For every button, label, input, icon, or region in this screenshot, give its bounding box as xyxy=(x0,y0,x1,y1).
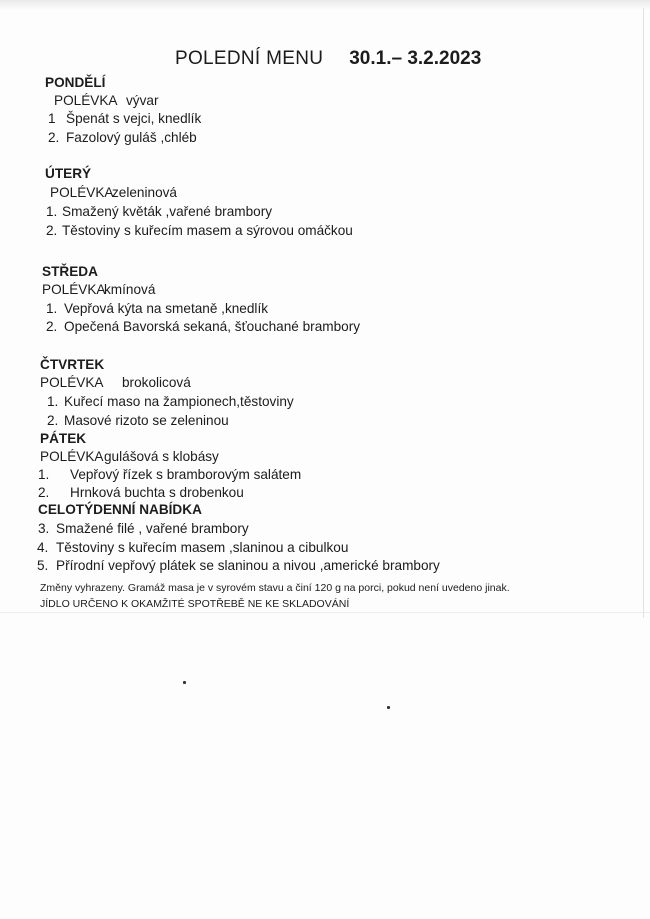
item-number: 2. xyxy=(47,413,59,428)
weekly-item-5: Přírodní vepřový plátek se slaninou a nivou ,americké brambory xyxy=(56,558,440,573)
day-heading-tuesday: ÚTERÝ xyxy=(45,166,92,181)
day-heading-thursday: ČTVRTEK xyxy=(40,357,105,372)
day-heading-friday: PÁTEK xyxy=(40,431,87,446)
item-number: 4. xyxy=(37,540,49,555)
menu-item-wednesday-2: Opečená Bavorská sekaná, šťouchané brambory xyxy=(64,319,361,334)
soup-thursday: brokolicová xyxy=(122,375,191,390)
menu-title: POLEDNÍ MENU xyxy=(175,48,324,69)
menu-item-friday-1: Vepřový řízek s bramborovým salátem xyxy=(70,467,302,482)
weekly-heading: CELOTÝDENNÍ NABÍDKA xyxy=(38,502,202,517)
item-number: 1. xyxy=(47,394,59,409)
disclaimer-note: Změny vyhrazeny. Gramáž masa je v syrovém stavu a činí 120 g na porci, pokud není uvedeno jinak. xyxy=(40,582,510,594)
item-number: 3. xyxy=(38,521,50,536)
soup-label-monday: POLÉVKA xyxy=(54,93,118,108)
weekly-item-3: Smažené filé , vařené brambory xyxy=(56,521,249,536)
day-heading-wednesday: STŘEDA xyxy=(42,264,98,279)
paper-fold-line xyxy=(0,612,650,613)
item-number: 2. xyxy=(48,130,60,145)
item-number: 1. xyxy=(38,467,50,482)
scan-speck xyxy=(387,706,390,709)
menu-item-tuesday-1: Smažený květák ,vařené brambory xyxy=(62,204,273,219)
item-number: 5. xyxy=(37,558,49,573)
date-range: 30.1.– 3.2.2023 xyxy=(349,48,482,69)
scan-edge-line xyxy=(643,8,644,618)
soup-friday: gulášová s klobásy xyxy=(104,449,219,464)
soup-tuesday: zeleninová xyxy=(112,185,177,200)
day-heading-monday: PONDĚLÍ xyxy=(45,75,106,90)
item-number: 2. xyxy=(38,485,50,500)
menu-item-monday-2: Fazolový guláš ,chléb xyxy=(66,130,197,145)
scan-speck xyxy=(183,681,186,684)
menu-item-thursday-1: Kuřecí maso na žampionech,těstoviny xyxy=(64,394,294,409)
page-title xyxy=(175,48,481,70)
item-number: 2. xyxy=(46,223,58,238)
soup-label-wednesday: POLÉVKA xyxy=(42,282,106,297)
menu-item-wednesday-1: Vepřová kýta na smetaně ,knedlík xyxy=(64,301,269,316)
menu-item-tuesday-2: Těstoviny s kuřecím masem a sýrovou omáčkou xyxy=(62,223,353,238)
soup-monday: vývar xyxy=(126,93,159,108)
soup-label-friday: POLÉVKA xyxy=(40,449,104,464)
soup-label-tuesday: POLÉVKA xyxy=(50,185,114,200)
storage-warning: JÍDLO URČENO K OKAMŽITÉ SPOTŘEBĚ NE KE SKLADOVÁNÍ xyxy=(40,598,350,610)
soup-label-thursday: POLÉVKA xyxy=(40,375,104,390)
soup-wednesday: kmínová xyxy=(104,282,156,297)
item-number: 2. xyxy=(46,319,58,334)
menu-item-monday-1: Špenát s vejci, knedlík xyxy=(66,111,202,126)
item-number: 1 xyxy=(48,111,56,126)
weekly-item-4: Těstoviny s kuřecím masem ,slaninou a cibulkou xyxy=(56,540,349,555)
item-number: 1. xyxy=(46,204,58,219)
menu-item-thursday-2: Masové rizoto se zeleninou xyxy=(64,413,229,428)
menu-item-friday-2: Hrnková buchta s drobenkou xyxy=(70,485,244,500)
item-number: 1. xyxy=(46,301,58,316)
scan-shadow xyxy=(0,0,650,10)
